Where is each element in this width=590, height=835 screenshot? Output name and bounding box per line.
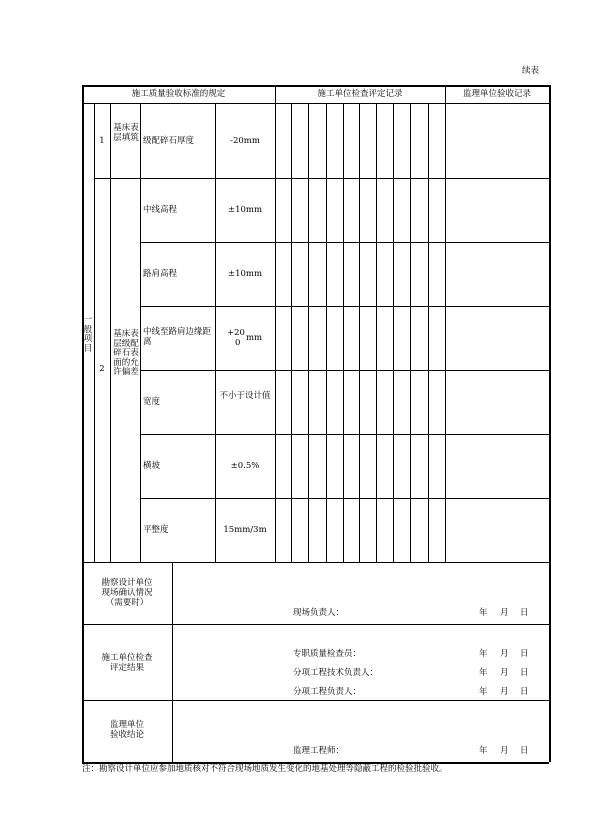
item2-row-name: 平整度	[143, 525, 169, 535]
survey-signer: 现场负责人：	[293, 608, 345, 618]
grid-line-v	[359, 103, 360, 562]
item2-row-name: 中线高程	[143, 205, 178, 215]
footnote: 注：勘察设计单位应参加地质核对不符合现场地质发生变化的地基处理等隐蔽工程的检验批验收。	[82, 764, 448, 774]
grid-line-v	[376, 103, 377, 562]
date-day: 日	[520, 746, 529, 756]
item1-number: 1	[99, 136, 105, 146]
grid-line-v	[291, 103, 292, 562]
grid-line-h	[82, 624, 549, 625]
grid-line-h	[140, 370, 549, 371]
date-month: 月	[500, 608, 509, 618]
supervision-label-line: 验收结论	[109, 729, 144, 740]
grid-line-h	[140, 242, 549, 243]
grid-line-v	[393, 103, 394, 562]
item1-row-name: 级配碎石厚度	[143, 136, 195, 146]
item2-row-name: 宽度	[143, 397, 161, 407]
item2-row-value-top: +20	[227, 328, 245, 338]
item2-row-value: 15mm/3m	[223, 525, 267, 535]
survey-label-line: 现场确认情况	[101, 587, 153, 598]
date-year: 年	[479, 608, 488, 618]
continued-label: 续表	[522, 66, 540, 76]
header-construction-check: 施工单位检查评定记录	[317, 89, 403, 99]
header-standard: 施工质量验收标准的规定	[131, 89, 226, 99]
grid-line-h	[140, 434, 549, 435]
date-year: 年	[479, 687, 488, 697]
grid-line-h	[82, 562, 549, 563]
supervision-conclusion-label	[82, 721, 172, 741]
grid-line-h	[82, 85, 549, 87]
technical-lead-signer: 分项工程技术负责人：	[293, 668, 379, 678]
date-day: 日	[520, 668, 529, 678]
quality-inspector-signer: 专职质量检查员：	[293, 649, 362, 659]
supervision-engineer-signer: 监理工程师：	[293, 746, 345, 756]
grid-line-h	[82, 103, 549, 104]
grid-line-h	[140, 498, 549, 499]
project-lead-signer: 分项工程负责人：	[293, 687, 362, 697]
grid-line-h	[94, 178, 549, 179]
item2-row-name: 路肩高程	[143, 269, 178, 279]
construction-label-line: 评定结果	[109, 662, 144, 673]
item1-row-value: -20mm	[230, 136, 260, 146]
grid-line-v	[215, 103, 216, 562]
grid-line-v	[445, 85, 446, 562]
survey-label	[82, 579, 172, 608]
grid-line-v	[308, 103, 309, 562]
date-month: 月	[500, 649, 509, 659]
grid-line-v	[172, 562, 173, 762]
item2-row-name: 中线至路肩边缘距离	[143, 327, 212, 347]
grid-line-v	[110, 103, 111, 562]
construction-result-label	[82, 654, 172, 674]
item2-row-value-unit: mm	[246, 333, 263, 343]
date-year: 年	[479, 649, 488, 659]
supervision-label-line: 监理单位	[109, 720, 144, 730]
grid-line-v	[140, 103, 141, 562]
date-year: 年	[479, 668, 488, 678]
header-supervision-check: 监理单位验收记录	[462, 89, 531, 99]
grid-line-v	[428, 103, 429, 562]
survey-label-line: （需要时）	[105, 597, 149, 608]
item2-row-value: ±10mm	[227, 269, 263, 279]
item2-row-name: 横坡	[143, 461, 161, 471]
date-month: 月	[500, 668, 509, 678]
date-month: 月	[500, 746, 509, 756]
item1-category: 基床表层填筑	[113, 123, 139, 143]
date-year: 年	[479, 746, 488, 756]
date-month: 月	[500, 687, 509, 697]
group-label-general-items: 一般项目	[83, 315, 93, 354]
item2-row-value: ±0.5%	[230, 461, 260, 471]
survey-label-line: 勘察设计单位	[101, 578, 153, 588]
grid-line-h	[140, 306, 549, 307]
item2-category: 基床表层级配碎石表面的允许偏差	[113, 329, 139, 378]
grid-line-v	[549, 85, 551, 762]
date-day: 日	[520, 649, 529, 659]
construction-label-line: 施工单位检查	[101, 653, 153, 663]
grid-line-v	[343, 103, 344, 562]
item2-row-value: 不小于设计值	[219, 391, 271, 401]
grid-line-v	[275, 85, 276, 562]
grid-line-h	[82, 700, 549, 701]
grid-line-v	[410, 103, 411, 562]
item2-row-value: ±10mm	[227, 205, 263, 215]
item2-row-value-bottom: 0	[235, 338, 241, 348]
grid-line-v	[94, 103, 95, 562]
item2-number: 2	[99, 364, 105, 374]
date-day: 日	[520, 608, 529, 618]
date-day: 日	[520, 687, 529, 697]
grid-line-v	[326, 103, 327, 562]
